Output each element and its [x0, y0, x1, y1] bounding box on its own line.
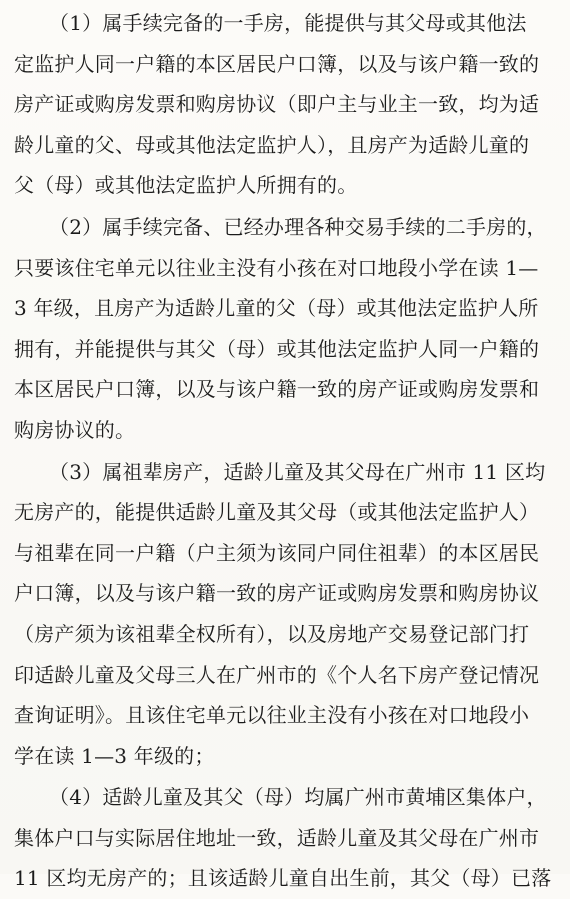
text-line: 印适龄儿童及父母三人在广州市的《个人名下房产登记情况	[14, 662, 540, 687]
text-line: 父（母）或其他法定监护人所拥有的。	[14, 173, 358, 198]
text-line: 户口簿，以及与该户籍一致的房产证或购房发票和购房协议	[14, 581, 540, 606]
text-line: 只要该住宅单元以往业主没有小孩在对口地段小学在读 1—	[14, 255, 539, 280]
text-line: 与祖辈在同一户籍（户主须为该同户同住祖辈）的本区居民	[14, 540, 540, 565]
text-line: 集体户口与实际居住地址一致，适龄儿童及其父母在广州市	[14, 825, 540, 850]
text-line: （房产须为该祖辈全权所有），以及房地产交易登记部门打	[14, 621, 530, 646]
paragraph-item-2	[14, 207, 556, 451]
text-line: 11 区均无房产的；且该适龄儿童自出生前，其父（母）已落	[14, 866, 552, 891]
text-line: 拥有，并能提供与其父（母）或其他法定监护人同一户籍的	[14, 336, 540, 361]
paragraph-item-3	[14, 452, 556, 777]
text-line: 无房产的，能提供适龄儿童及其父母（或其他法定监护人）	[14, 500, 540, 525]
text-line: （1）属手续完备的一手房，能提供与其父母或其他法	[49, 11, 527, 35]
paragraph-item-1	[14, 3, 556, 206]
text-line: 龄儿童的父、母或其他法定监护人），且房产为适龄儿童的	[14, 132, 530, 157]
text-line: 3 年级，且房产为适龄儿童的父（母）或其他法定监护人所	[14, 296, 539, 321]
text-line: 购房协议的。	[14, 417, 136, 442]
text-line: （4）适龄儿童及其父（母）均属广州市黄埔区集体户，	[49, 785, 547, 810]
paragraph-item-4	[14, 777, 556, 899]
text-line: 学在读 1—3 年级的；	[14, 743, 215, 768]
text-line: （3）属祖辈房产，适龄儿童及其父母在广州市 11 区均	[49, 459, 546, 484]
text-line: 定监护人同一户籍的本区居民户口簿，以及与该户籍一致的	[14, 51, 540, 76]
text-line: 房产证或购房发票和购房协议（即户主与业主一致，均为适	[14, 92, 540, 117]
text-line: （2）属手续完备、已经办理各种交易手续的二手房的，	[49, 214, 547, 239]
text-line: 查询证明》。且该住宅单元以往业主没有小孩在对口地段小	[14, 703, 530, 728]
text-line: 本区居民户口簿，以及与该户籍一致的房产证或购房发票和	[14, 377, 540, 402]
